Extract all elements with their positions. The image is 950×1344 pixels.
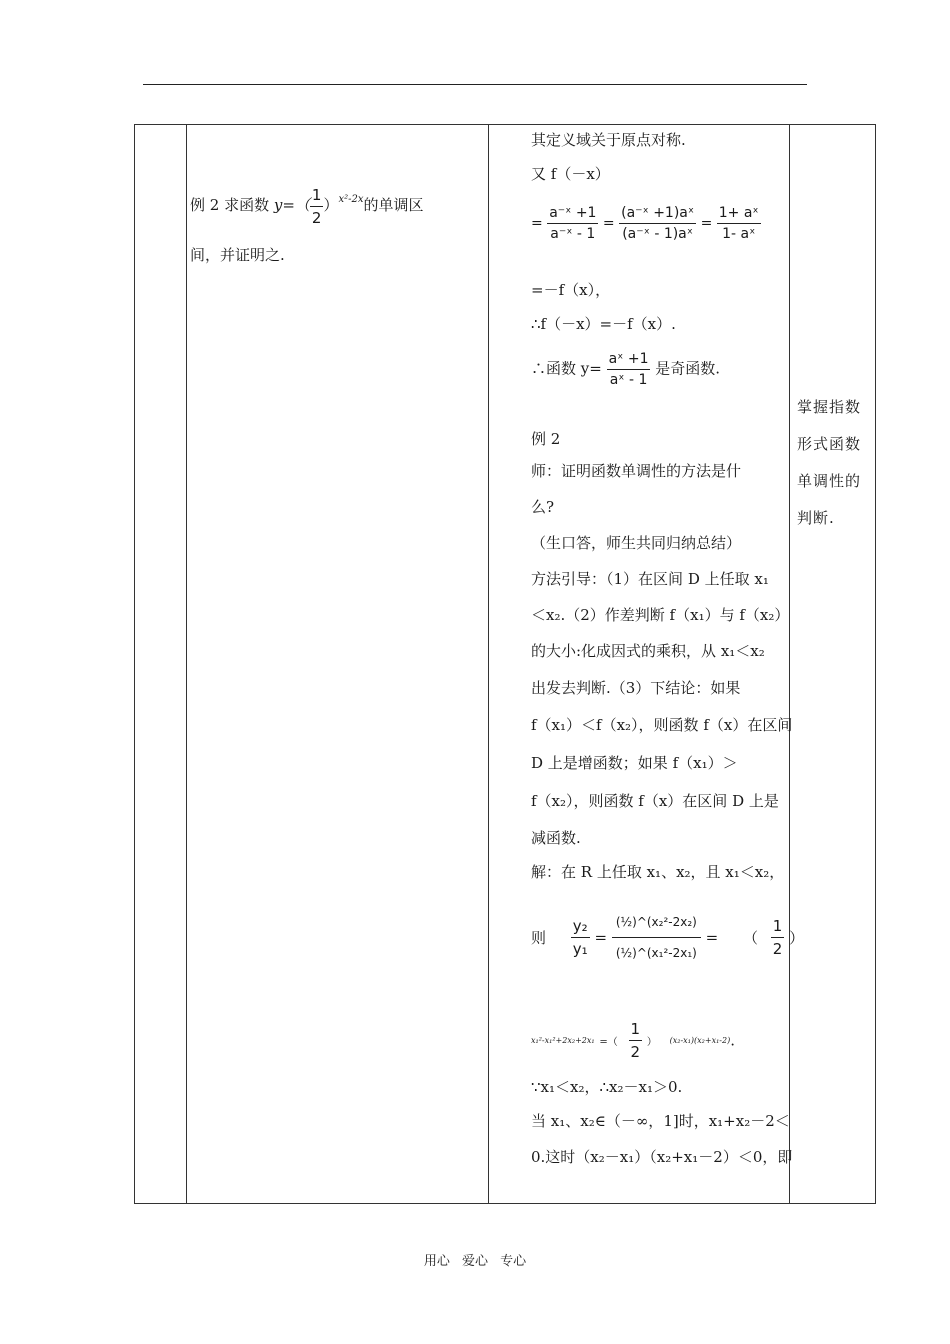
conclusion-prefix: ∴函数 y=: [531, 359, 602, 378]
open-paren: （: [742, 929, 758, 947]
fraction: [717, 205, 761, 242]
solution-line: ∵x₁＜x₂，∴x₂－x₁＞0.: [531, 1078, 683, 1096]
example-suffix: 的单调区: [363, 196, 424, 214]
frac-den: 2: [311, 208, 322, 227]
equals: =: [602, 215, 615, 232]
frac-num: 1: [629, 1020, 643, 1041]
func-y: y=（: [273, 196, 310, 214]
objective-line: 形式函数: [797, 435, 862, 453]
exponent: x²-2x: [338, 194, 364, 205]
solution-line: =－f（x），: [531, 281, 611, 299]
solution-line: 的大小:化成因式的乘积，从 x₁＜x₂: [531, 642, 765, 660]
objective-line: 掌握指数: [797, 398, 862, 416]
frac-den: 2: [630, 1043, 641, 1061]
frac-num: a⁻ˣ +1: [547, 205, 598, 224]
frac-den: (½)^(x₁²-2x₁): [615, 946, 697, 960]
fraction: [607, 351, 651, 388]
example-line-2: 间，并证明之.: [190, 246, 285, 264]
half-fraction: [771, 917, 785, 958]
objective-line: 判断.: [797, 509, 835, 527]
then-label: 则: [531, 929, 547, 947]
oddness-derivation: [531, 205, 761, 242]
frac-den: 1- aˣ: [722, 226, 756, 242]
solution-line: 当 x₁、x₂∈（－∞，1]时，x₁+x₂－2＜: [531, 1112, 790, 1130]
power-fraction: [612, 905, 701, 970]
solution-line: f（x₁）＜f（x₂），则函数 f（x）在区间: [531, 716, 793, 734]
frac-den: a⁻ˣ - 1: [550, 226, 596, 242]
fraction: [619, 205, 696, 242]
lesson-table: [134, 124, 876, 1204]
solution-line: 师：证明函数单调性的方法是什: [531, 462, 742, 480]
page-footer: 用心 爱心 专心: [423, 1254, 527, 1269]
example-problem: [190, 175, 490, 280]
frac-den: (a⁻ˣ - 1)aˣ: [622, 226, 693, 242]
solution-line: （生口答，师生共同归纳总结）: [531, 534, 742, 552]
equals: =: [700, 215, 713, 232]
equals: =: [705, 928, 719, 947]
solution-line: 其定义域关于原点对称.: [531, 131, 686, 149]
exponent-expression: x₁²-x₁²+2x₂+2x₁: [531, 1036, 595, 1045]
frac-num: 1+ aˣ: [717, 205, 761, 224]
close-paren: ）: [323, 196, 339, 214]
period: .: [730, 1031, 735, 1050]
equals: =: [531, 215, 543, 232]
exponent-equation: [531, 1020, 735, 1061]
solution-line: 方法引导：（1）在区间 D 上任取 x₁: [531, 570, 769, 588]
frac-den: aˣ - 1: [609, 372, 648, 388]
solution-line: 减函数.: [531, 829, 581, 847]
close-paren: ）: [646, 1037, 657, 1048]
close-paren: ）: [789, 929, 805, 947]
objective-line: 单调性的: [797, 472, 862, 490]
frac-num: 1: [310, 186, 324, 207]
header-rule: [143, 84, 807, 85]
solution-line: 解：在 R 上任取 x₁、x₂，且 x₁＜x₂，: [531, 863, 785, 881]
example-2-label: 例 2: [531, 430, 561, 448]
solution-line: ＜x₂.（2）作差判断 f（x₁）与 f（x₂）: [531, 606, 790, 624]
column-divider: [789, 125, 790, 1203]
equals: =（: [599, 1037, 618, 1048]
half-fraction: [310, 186, 324, 227]
frac-den: y₁: [572, 940, 588, 958]
frac-num: aˣ +1: [607, 351, 651, 370]
frac-den: 2: [772, 940, 783, 958]
column-divider: [186, 125, 187, 1203]
odd-function-conclusion: [531, 351, 720, 388]
teaching-objective: [797, 389, 875, 537]
frac-num: (½)^(x₂²-2x₂): [612, 905, 701, 938]
frac-num: y₂: [571, 917, 590, 938]
ratio-equation: [531, 905, 804, 970]
example-label: 例 2 求函数: [190, 196, 270, 214]
conclusion-suffix: 是奇函数.: [655, 359, 721, 378]
fraction: [547, 205, 598, 242]
solution-line: ∴f（－x）=－f（x）.: [531, 315, 676, 333]
solution-line: D 上是增函数；如果 f（x₁）＞: [531, 754, 738, 772]
solution-line: 又 f（－x）: [531, 165, 610, 183]
solution-line: 出发去判断.（3）下结论：如果: [531, 679, 741, 697]
equals: =: [594, 928, 608, 947]
ratio-fraction: [571, 917, 590, 958]
column-divider: [488, 125, 489, 1203]
exponent-expression: (x₂-x₁)(x₂+x₁-2): [669, 1036, 731, 1045]
frac-num: 1: [771, 917, 785, 938]
solution-line: f（x₂），则函数 f（x）在区间 D 上是: [531, 792, 779, 810]
example-line-1: [190, 175, 490, 230]
half-fraction: [629, 1020, 643, 1061]
solution-line: 0.这时（x₂－x₁）（x₂+x₁－2）＜0，即: [531, 1148, 793, 1166]
solution-line: 么?: [531, 498, 555, 516]
frac-num: (a⁻ˣ +1)aˣ: [619, 205, 696, 224]
